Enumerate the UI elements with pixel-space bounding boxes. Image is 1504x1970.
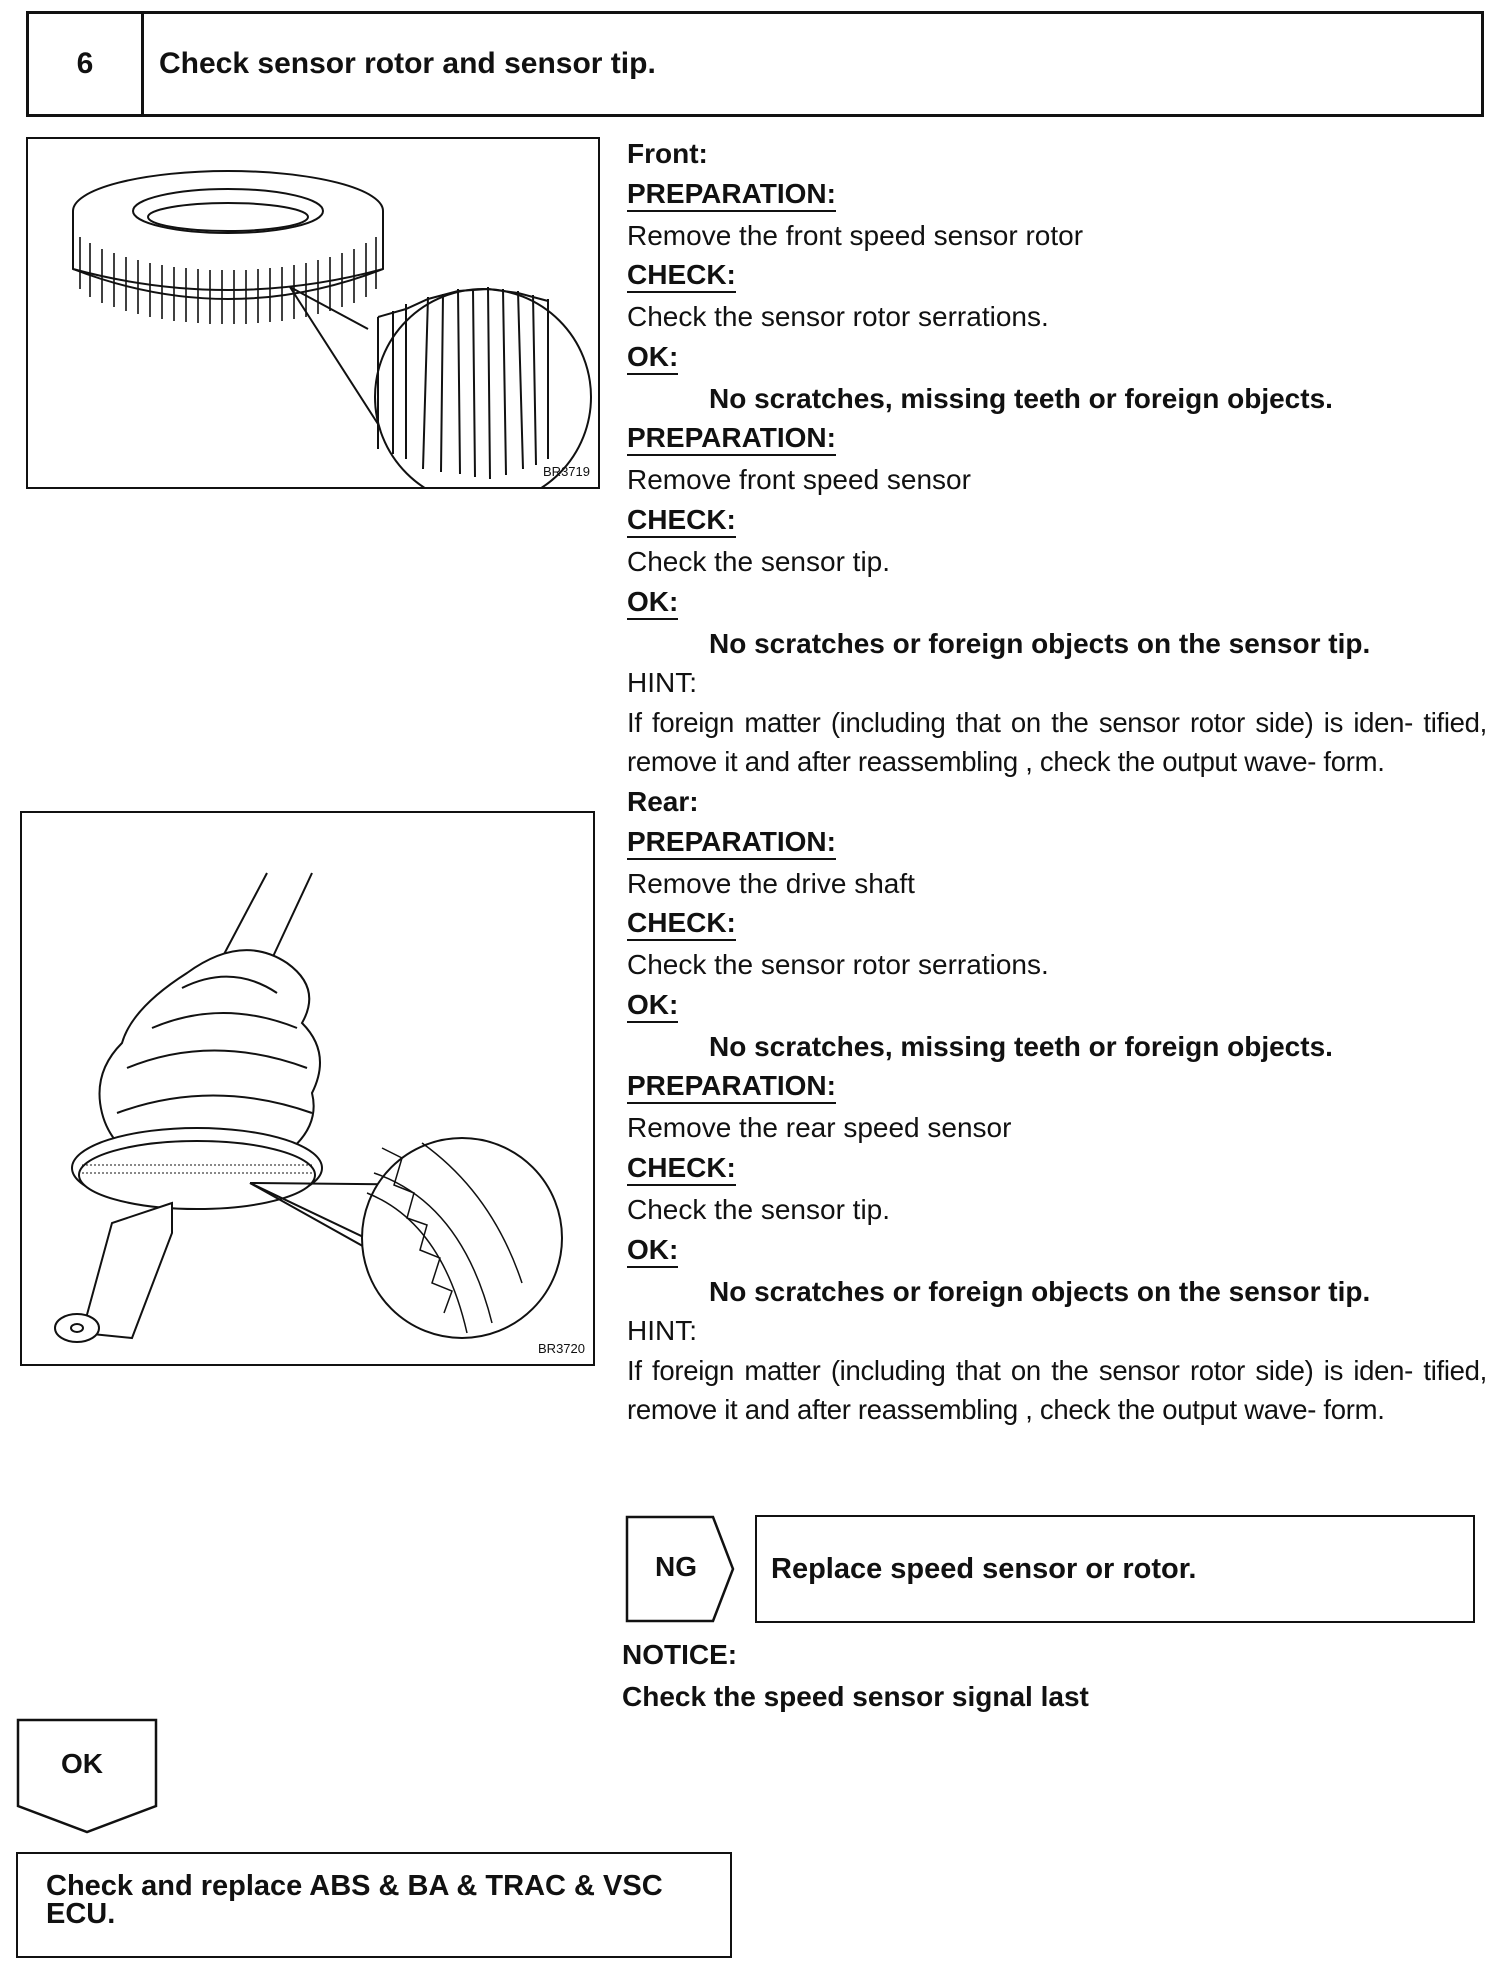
figure-code: BR3720 [538, 1341, 585, 1356]
ng-label: NG [655, 1551, 697, 1582]
notice [622, 1634, 1089, 1718]
check-text: Check the sensor tip. [627, 1193, 891, 1225]
ok-result: No scratches or foreign objects on the sensor tip. [709, 1275, 1371, 1307]
preparation-label: PREPARATION: [627, 421, 836, 456]
ok-label: OK: [627, 340, 678, 375]
check-label: CHECK: [627, 503, 736, 538]
ok-action-line-2: ECU. [46, 1898, 116, 1930]
ok-tag-label: OK [61, 1748, 103, 1779]
rear-heading: Rear: [627, 785, 699, 817]
ok-label: OK: [627, 1233, 678, 1268]
ng-action-box: Replace speed sensor or rotor. [755, 1515, 1475, 1623]
hint-text: If foreign matter (including that on the sensor rotor side) is iden- tified, remove it and after reassembling , check the output wave- form. [627, 706, 1487, 778]
hint-label: HINT: [627, 1315, 697, 1347]
check-label: CHECK: [627, 258, 736, 293]
check-label: CHECK: [627, 1151, 736, 1186]
preparation-text: Remove the rear speed sensor [627, 1112, 1012, 1144]
ok-result: No scratches or foreign objects on the sensor tip. [709, 627, 1371, 659]
ok-tag [15, 1718, 159, 1834]
procedure-text [627, 134, 1487, 1430]
check-text: Check the sensor rotor serrations. [627, 949, 1049, 981]
check-text: Check the sensor tip. [627, 545, 891, 577]
hint-text: If foreign matter (including that on the sensor rotor side) is iden- tified, remove it and after reassembling , check the output wave- form. [627, 1354, 1487, 1426]
notice-label: NOTICE: [622, 1639, 738, 1670]
check-label: CHECK: [627, 906, 736, 941]
preparation-text: Remove the front speed sensor rotor [627, 219, 1084, 251]
figure-front-rotor [26, 137, 600, 489]
hint-label: HINT: [627, 667, 697, 699]
ok-label: OK: [627, 988, 678, 1023]
ok-action-box [16, 1852, 732, 1958]
preparation-text: Remove the drive shaft [627, 867, 915, 899]
front-heading: Front: [627, 138, 708, 169]
ng-tag [625, 1515, 735, 1623]
ok-result: No scratches, missing teeth or foreign objects. [709, 1030, 1333, 1062]
preparation-label: PREPARATION: [627, 1069, 836, 1104]
ok-action-line-1: Check and replace ABS & BA & TRAC & VSC [46, 1870, 663, 1902]
check-text: Check the sensor rotor serrations. [627, 301, 1049, 333]
drive-shaft-rotor-illustration [22, 813, 593, 1364]
figure-code: BR3719 [543, 464, 590, 479]
preparation-text: Remove front speed sensor [627, 464, 971, 496]
ok-label: OK: [627, 585, 678, 620]
preparation-label: PREPARATION: [627, 825, 836, 860]
ng-branch [625, 1515, 1475, 1625]
sensor-rotor-gear-illustration [28, 139, 598, 487]
step-header [26, 11, 1484, 117]
preparation-label: PREPARATION: [627, 177, 836, 212]
step-number: 6 [29, 14, 144, 114]
figure-rear-shaft [20, 811, 595, 1366]
step-title: Check sensor rotor and sensor tip. [159, 47, 656, 80]
notice-text: Check the speed sensor signal last [622, 1681, 1089, 1712]
ok-result: No scratches, missing teeth or foreign objects. [709, 382, 1333, 414]
